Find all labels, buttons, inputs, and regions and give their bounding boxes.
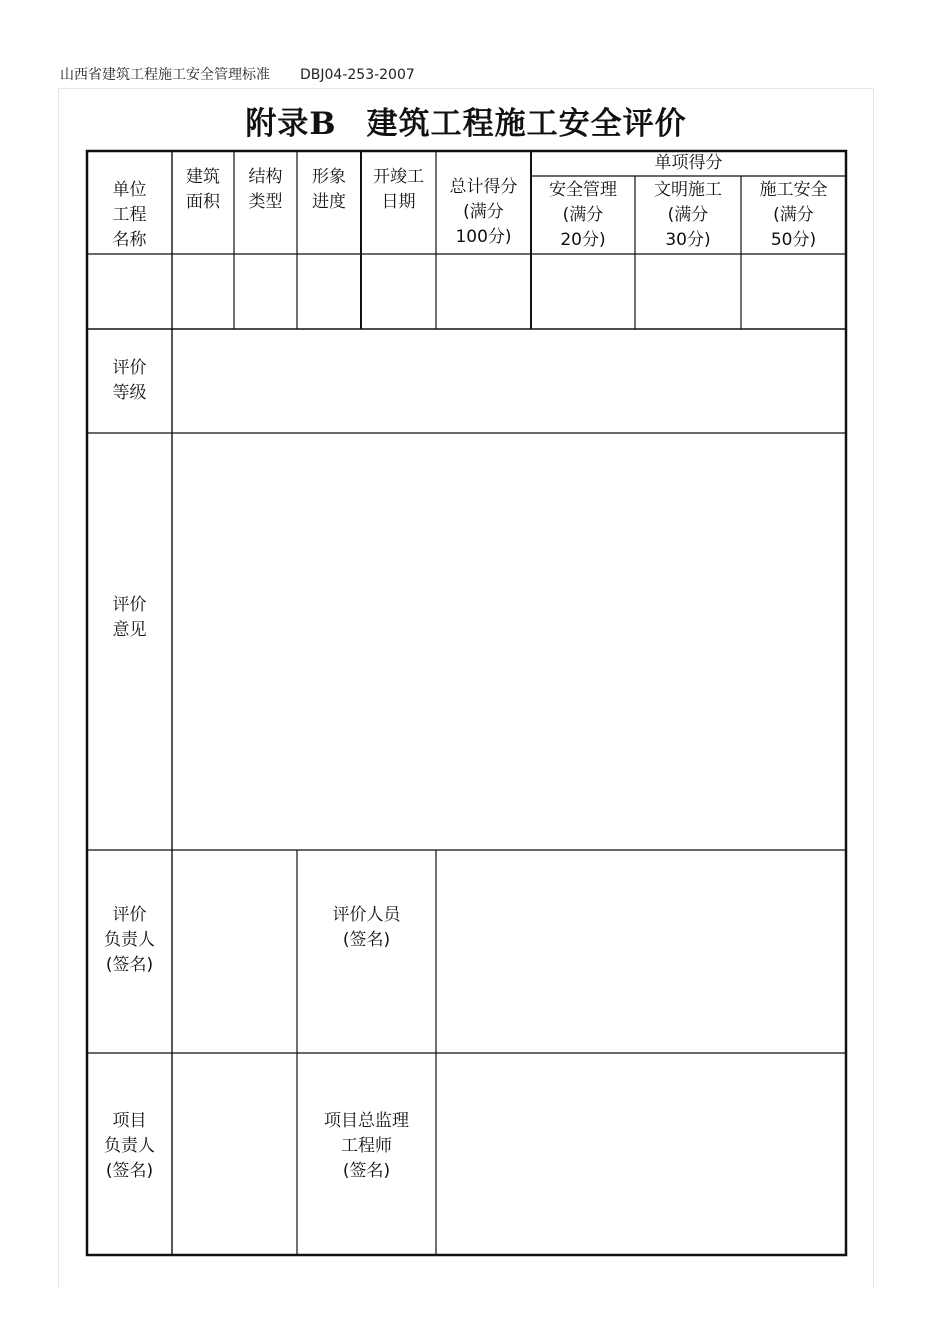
- value-evaluation-opinion[interactable]: [172, 433, 846, 850]
- value-start-end-date[interactable]: [361, 254, 436, 329]
- header-image-progress: 形象 进度: [312, 167, 346, 212]
- label-evaluation-leader: 评价 负责人 (签名): [104, 904, 155, 975]
- label-chief-supervisor: 项目总监理 工程师 (签名): [324, 1110, 409, 1181]
- label-evaluation-staff: 评价人员 (签名): [332, 905, 401, 950]
- header-building-area: 建筑 面积: [186, 167, 220, 212]
- header-start-end-date: 开竣工 日期: [373, 167, 424, 212]
- standard-code: DBJ04-253-2007: [300, 67, 415, 83]
- value-image-progress[interactable]: [297, 254, 361, 329]
- header-safety-management: 安全管理 (满分 20分): [549, 179, 617, 250]
- signature-evaluation-leader[interactable]: [172, 850, 297, 1053]
- value-evaluation-grade[interactable]: [172, 329, 846, 433]
- value-structure-type[interactable]: [234, 254, 297, 329]
- header-single-score-group: 单项得分: [654, 153, 723, 173]
- label-project-leader: 项目 负责人 (签名): [104, 1110, 155, 1181]
- header-structure-type: 结构 类型: [248, 167, 283, 212]
- value-safety-management[interactable]: [531, 254, 635, 329]
- appendix-label: 附录B: [245, 106, 337, 142]
- value-total-score[interactable]: [436, 254, 531, 329]
- title-text: 建筑工程施工安全评价: [366, 106, 687, 142]
- value-civilized-construction[interactable]: [635, 254, 741, 329]
- signature-project-leader[interactable]: [172, 1053, 297, 1255]
- header-construction-safety: 施工安全 (满分 50分): [759, 179, 828, 250]
- signature-evaluation-staff[interactable]: [436, 850, 846, 1053]
- value-construction-safety[interactable]: [741, 254, 846, 329]
- value-building-area[interactable]: [172, 254, 234, 329]
- standard-name: 山西省建筑工程施工安全管理标准: [60, 67, 270, 83]
- signature-chief-supervisor[interactable]: [436, 1053, 846, 1255]
- value-unit-name[interactable]: [87, 254, 172, 329]
- header-total-score: 总计得分 (满分 100分): [449, 176, 518, 247]
- header-civilized-construction: 文明施工 (满分 30分): [654, 179, 722, 250]
- label-evaluation-opinion: 评价 意见: [112, 595, 147, 640]
- header-unit-name: 单位 工程 名称: [112, 179, 147, 250]
- label-evaluation-grade: 评价 等级: [112, 358, 147, 403]
